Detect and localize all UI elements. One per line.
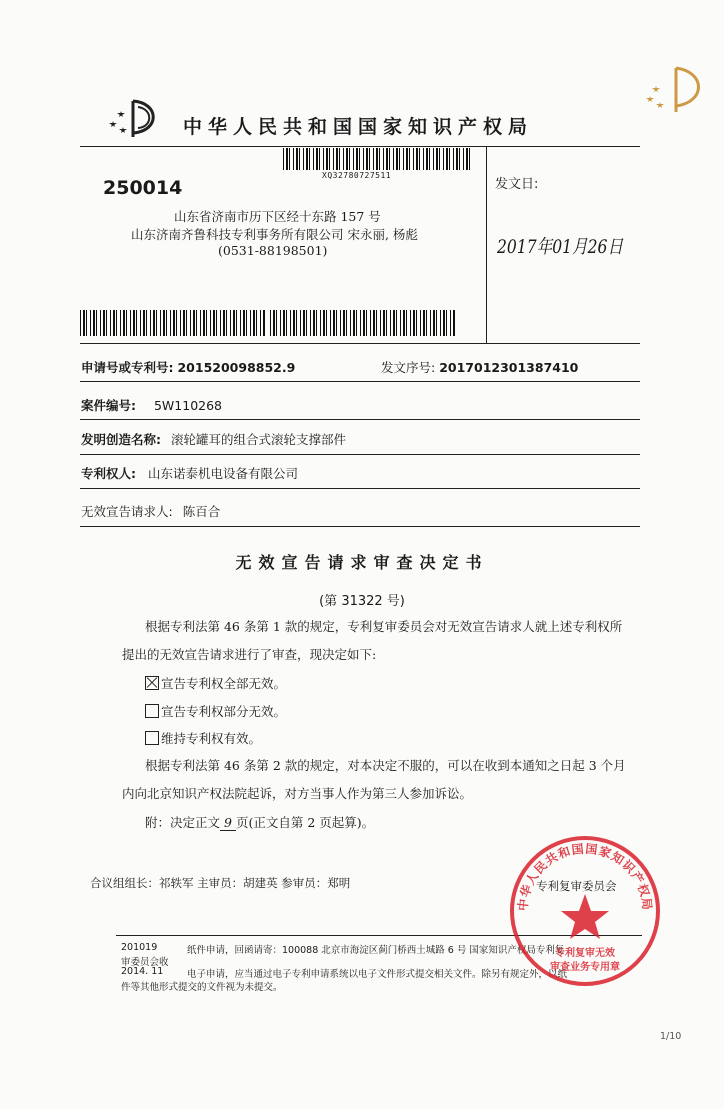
case-number-value: 5W110268: [153, 398, 223, 413]
row-rule-2: [80, 419, 640, 420]
decision-title: 无效宣告请求审查决定书: [235, 553, 489, 572]
option-partial-invalid: [145, 702, 286, 720]
paragraph-1-line-1: 根据专利法第 46 条第 1 款的规定，专利复审委员会对无效宣告请求人就上述专利权所: [145, 619, 623, 634]
paragraph-2-line-2: 内向北京知识产权法院起诉，对方当事人作为第三人参加诉讼。: [122, 786, 473, 801]
footer-line-3: 件等其他形式提交的文件视为未提交。: [121, 982, 283, 993]
serial-number-label: 发文序号:: [381, 360, 436, 375]
top-barcode: [283, 148, 471, 170]
serial-number-row: [381, 358, 578, 376]
attachment-pages: 9: [220, 815, 236, 831]
cnipa-logo-right-icon: [640, 62, 710, 114]
invention-label: 发明创造名称:: [81, 432, 161, 447]
issuer-name: 专利复审委员会: [536, 879, 617, 893]
row-rule-3: [80, 454, 640, 455]
address-barcode-1: [80, 310, 265, 336]
footer-code-2: 2014. 11: [121, 966, 164, 977]
issue-date-label: 发文日:: [495, 177, 539, 192]
patentee-value: 山东诺泰机电设备有限公司: [147, 466, 298, 481]
option-full-invalid-label: 宣告专利权全部无效。: [161, 676, 287, 691]
svg-text:专利复审无效: 专利复审无效: [555, 948, 615, 959]
official-seal-icon: [508, 834, 662, 988]
patentee-row: [81, 464, 298, 482]
postal-code: 250014: [103, 177, 183, 199]
cnipa-logo-icon: [105, 97, 165, 139]
row-rule-5: [80, 526, 640, 527]
issue-date: 2017年01月26日: [497, 236, 624, 258]
invention-row: [81, 430, 346, 448]
option-maintain-valid: [145, 729, 261, 747]
patentee-label: 专利权人:: [81, 466, 136, 481]
option-partial-invalid-label: 宣告专利权部分无效。: [161, 704, 287, 719]
decision-number: (第 31322 号): [319, 594, 405, 609]
footer-line-2: 电子申请，应当通过电子专利申请系统以电子文件形式提交相关文件。除另有规定外，以纸: [187, 969, 568, 980]
header-rule: [80, 146, 640, 147]
phone: (0531-88198501): [218, 243, 328, 258]
case-number-label: 案件编号:: [81, 398, 136, 413]
attachment-line: [145, 813, 374, 831]
row-rule-1: [80, 381, 640, 382]
option-maintain-valid-label: 维持专利权有效。: [161, 731, 262, 746]
paragraph-1-line-2: 提出的无效宣告请求进行了审查，现决定如下:: [122, 647, 377, 662]
checkbox-maintain-valid: [145, 731, 159, 745]
application-number-value: 201520098852.9: [177, 360, 296, 375]
date-divider: [486, 147, 487, 344]
checkbox-full-invalid: [145, 676, 159, 690]
petitioner-value: 陈百合: [182, 504, 221, 519]
application-number-row: [81, 358, 295, 376]
svg-text:中华人民共和国国家知识产权局: 中华人民共和国国家知识产权局: [515, 841, 655, 912]
footer-line-1: 纸件申请，回函请寄：100088 北京市海淀区蓟门桥西土城路 6 号 国家知识产权局专利复: [187, 945, 565, 956]
address-line-2: 山东济南齐鲁科技专利事务所有限公司 宋永丽, 杨彪: [131, 227, 418, 242]
fields-top-rule: [80, 343, 640, 344]
invention-value: 滚轮罐耳的组合式滚轮支撑部件: [170, 432, 346, 447]
footer-code-1: 201019: [121, 942, 158, 953]
address-line-1: 山东省济南市历下区经十东路 157 号: [174, 209, 381, 224]
paragraph-2-line-1: 根据专利法第 46 条第 2 款的规定，对本决定不服的，可以在收到本通知之日起 3 个月: [145, 758, 626, 773]
row-rule-4: [80, 488, 640, 489]
address-barcode-2: [270, 310, 456, 336]
petitioner-label: 无效宣告请求人:: [81, 504, 173, 519]
panel-members: 合议组组长：祁轶军 主审员：胡建英 参审员：郑明: [90, 876, 351, 890]
footer-code-1-sub: 审委员会收: [121, 957, 169, 968]
svg-text:审查业务专用章: 审查业务专用章: [550, 962, 620, 973]
serial-number-value: 2017012301387410: [439, 360, 579, 375]
attachment-suffix: 页(正文自第 2 页起算)。: [236, 815, 375, 830]
application-number-label: 申请号或专利号:: [81, 360, 174, 375]
petitioner-row: [81, 502, 220, 520]
barcode-number: XQ32780727511: [322, 171, 392, 180]
agency-title: 中华人民共和国国家知识产权局: [183, 116, 534, 138]
page-number: 1/10: [660, 1031, 682, 1042]
checkbox-partial-invalid: [145, 704, 159, 718]
attachment-prefix: 附：决定正文: [145, 815, 221, 830]
option-full-invalid: [145, 674, 286, 692]
case-number-row: [81, 396, 222, 414]
